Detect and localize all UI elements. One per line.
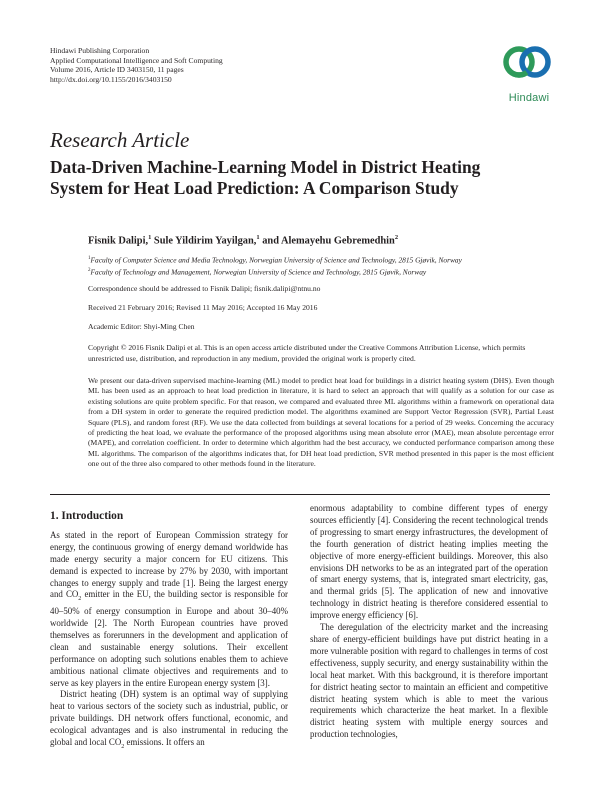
paragraph: The deregulation of the electricity market and the increasing share of energy-efficient buildings have put district heating in a more vulnerable position with regard to challenges in terms of cost effectiveness, supply security, and energy sustainability within the local heat market. With this background, it is therefore important for district heating sector to maintain an efficient and competitive district heating system which is able to meet the various requirements which characterize the heat market. In a flexible district heating system with multiple energy sources and production technologies, bbox=[310, 622, 548, 740]
affil-mark: 2 bbox=[88, 267, 91, 273]
author-list bbox=[88, 234, 398, 246]
author-name: Fisnik Dalipi, bbox=[88, 235, 149, 247]
academic-editor: Academic Editor: Shyi-Ming Chen bbox=[88, 322, 195, 331]
volume-info: Volume 2016, Article ID 3403150, 11 pages bbox=[50, 65, 184, 75]
journal-info bbox=[50, 46, 223, 84]
affiliation-line bbox=[88, 254, 462, 266]
copyright-notice: Copyright © 2016 Fisnik Dalipi et al. This is an open access article distributed under the Creative Commons Attribution License, which permits unrestricted use, distribution, and reproduction in any medium, provided the original work is properly cited. bbox=[88, 343, 526, 363]
article-type: Research Article bbox=[50, 128, 190, 152]
paragraph bbox=[50, 530, 288, 690]
paragraph bbox=[50, 689, 288, 753]
author-affil-mark: 1 bbox=[256, 234, 260, 241]
author-name: Sule Yildirim Yayilgan, bbox=[151, 235, 257, 247]
affil-mark: 1 bbox=[88, 256, 91, 261]
subscript: 2 bbox=[78, 596, 82, 603]
dates: Received 21 February 2016; Revised 11 May 2016; Accepted 16 May 2016 bbox=[88, 303, 318, 312]
journal-name: Applied Computational Intelligence and Soft Computing bbox=[50, 55, 223, 65]
paragraph-text: District heating (DH) system is an optimal way of supplying heat to various sectors of the society such as industrial, public, or private buildings. DH network offers functional, economic, and ecological advantages and is also instrumental in reducing the global and local CO bbox=[50, 689, 288, 748]
body-column-right bbox=[310, 503, 548, 741]
body-column-left bbox=[50, 503, 288, 754]
publisher: Hindawi Publishing Corporation bbox=[50, 46, 150, 55]
abstract: We present our data-driven supervised machine-learning (ML) model to predict heat load for buildings in a district heating system (DHS). Even though ML has been used as an approach to heat load prediction in literature, it is hard to select an approach that will qualify as a solution for our case as existing solutions are quite problem specific. For that reason, we compared and evaluated three ML algorithms within a framework on operational data from a DH system in order to generate the required prediction model. The algorithms examined are Support Vector Regression (SVR), Partial Least Square (PLS), and random forest (RF). We use the data collected from buildings at several locations for a period of 29 weeks. Concerning the accuracy of predicting the heat load, we evaluate the performance of the proposed algorithms using mean absolute error (MAE), mean absolute percentage error (MAPE), and correlation coefficient. In order to determine which algorithm had the best accuracy, we conducted performance comparison among these ML algorithms. The comparison of the algorithms indicates that, for DH heat load prediction, SVR method presented in this paper is the most efficient one out of the three also compared to other methods found in the literature. bbox=[88, 376, 554, 469]
author-affil-mark: 2 bbox=[394, 234, 399, 241]
title-line: System for Heat Load Prediction: A Comparison Study bbox=[50, 178, 459, 198]
author-affil-mark: 1 bbox=[148, 234, 152, 241]
paper-title bbox=[50, 157, 550, 199]
subscript: 2 bbox=[121, 743, 125, 750]
affiliation-line bbox=[88, 266, 462, 278]
section-heading: 1. Introduction bbox=[50, 510, 124, 522]
paragraph-text: emissions. It offers an bbox=[124, 737, 205, 748]
paragraph-text: As stated in the report of European Commission strategy for energy, the continuous growing of energy demand worldwide has made energy security a major concern for EU citizens. This demand is expected to increase by 27% by 2030, with important changes to energy supply and trade [1]. Being the largest energy and CO bbox=[50, 529, 288, 600]
affiliation-text: Faculty of Technology and Management, Norwegian University of Science and Technology, 2815 Gjøvik, Norway bbox=[90, 267, 427, 277]
paragraph: enormous adaptability to combine different types of energy sources efficiently [4]. Considering the recent technological trends of progressing to smart energy infrastructures, the development of the fourth generation of district heating implies meeting the objective of more energy-efficient buildings. Moreover, this also envisions DH networks to be as an integrated part of the operation of smart energy systems, that is, integrated smart electricity, gas, and thermal grids [5]. The application of new and innovative technology in district heating is therefore considered essential to improve energy efficiency [6]. bbox=[310, 503, 548, 621]
affiliation-text: Faculty of Computer Science and Media Technology, Norwegian University of Science and Technology, 2815 Gjøvik, Norway bbox=[90, 255, 462, 265]
doi-link[interactable]: http://dx.doi.org/10.1155/2016/3403150 bbox=[50, 74, 172, 84]
logo-wordmark: Hindawi bbox=[508, 92, 550, 104]
affiliations bbox=[88, 254, 462, 278]
divider bbox=[50, 494, 550, 495]
paragraph-text: emitter in the EU, the building sector is responsible for 40–50% of energy consumption in Europe and about 30–40% worldwide [2]. The North European countries have proved themselves as forerunners in the development and application of clean and sustainable energy solutions. Their excellent performance on adopting such solutions enables them to achieve ambitious national climate objectives and requirements and to serve as key players in the entire European energy system [3]. bbox=[50, 589, 288, 688]
author-name: and Alemayehu Gebremedhin bbox=[259, 235, 395, 247]
correspondence: Correspondence should be addressed to Fisnik Dalipi; fisnik.dalipi@ntnu.no bbox=[88, 284, 321, 293]
title-line: Data-Driven Machine-Learning Model in District Heating bbox=[50, 157, 481, 177]
